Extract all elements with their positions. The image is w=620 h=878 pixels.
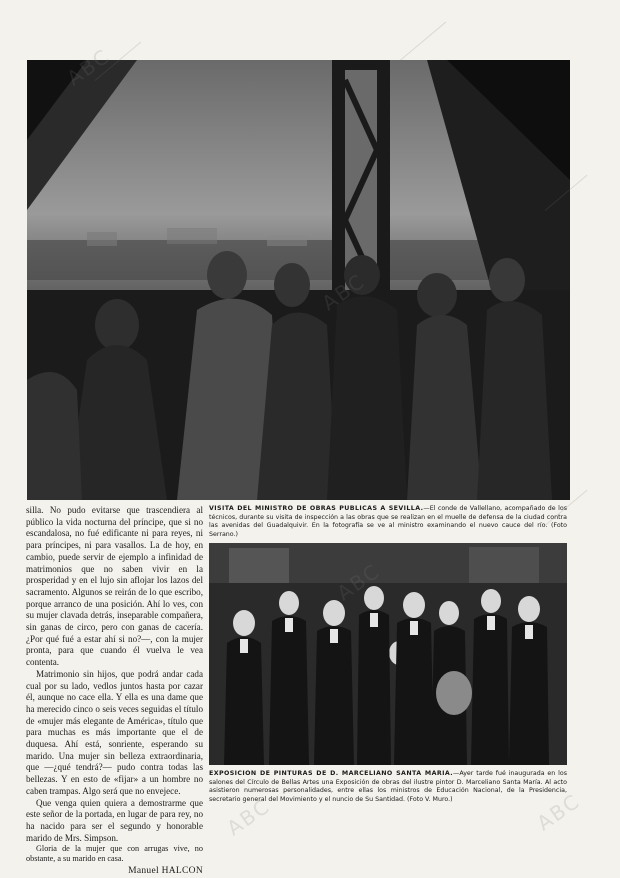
article-paragraph: Gloria de la mujer que con arrugas vive, no obstante, a su marido en casa. [26, 844, 203, 864]
caption-headline: VISITA DEL MINISTRO DE OBRAS PUBLICAS A SEVILLA. [209, 505, 424, 512]
watermark-line [400, 22, 447, 61]
watermark: ABC [222, 793, 275, 841]
photo-minister-visit [27, 60, 570, 500]
caption-headline: EXPOSICION DE PINTURAS DE D. MARCELIANO SANTA MARIA. [209, 770, 454, 777]
photo-exhibition-opening [209, 543, 567, 765]
caption-body: —Ayer tarde fué inaugurada en los salones del Círculo de Bellas Artes una Exposición de obras del ilustre pintor D. Marceliano Santa María. Al acto asistieron numerosas personalidades, entre ellas los ministros de Educación Nacional, de la Presidencia, secretario general del Movimiento y el nuncio de Su Santidad. (Foto V. Muro.) [209, 770, 567, 803]
caption-exhibition [209, 770, 567, 804]
caption-body: —El conde de Vallellano, acompañado de los técnicos, durante su visita de inspección a las obras que se realizan en el muelle de defensa de la ciudad contra las avenidas del Guadalquivir. En la fotografía se ve al ministro examinando el nuevo cauce del río. (Foto Serrano.) [209, 505, 567, 538]
article-signature: Manuel HALCON [128, 866, 203, 877]
caption-minister-visit [209, 505, 567, 539]
article-column [26, 505, 203, 878]
watermark: ABC [532, 788, 585, 836]
article-paragraph: silla. No pudo evitarse que trascendiera al público la vida nocturna del príncipe, que si no escandalosa, no fué edificante ni para reyes, ni para príncipes, ni para vasallos. La de hoy, en cambio, puede servir de ejemplo a infinidad de matrimonios que no saben vivir en la prosperidad y en el lujo sin aflojar los lazos del sacramento. Algunos se reirán de lo que escribo, porque arranco de una posición. Ahí lo ves, con su mujer clavada detrás, inseparable compañera, sin ganas de circo, pero con ganas de cacería. ¿Por qué fué a estar ahí si no?—, con la mujer pronta, para que cuando él vuelva le vea contenta. [26, 505, 203, 668]
article-paragraph: Matrimonio sin hijos, que podrá andar cada cual por su lado, vedlos juntos hasta por cazar él, aunque no cace ella. Y ella es una dame que ha merecido cinco o seis veces seguidas el título de «mujer más elegante de América», título que para muchas es más importante que el de duquesa. Ahí está, sonriente, esperando su marido. Una mujer sin belleza extraordinaria, que —¿qué tendrá?— pudo contra todas las bellezas. Y en esto de «fijar» a un hombre no caben trampas. Algo será que no envejece. [26, 668, 203, 796]
article-paragraph: Que venga quien quiera a demostrarme que este señor de la portada, en lugar de para rey, no ha nacido para ser el segundo y honorable marido de Mrs. Simpson. [26, 797, 203, 843]
